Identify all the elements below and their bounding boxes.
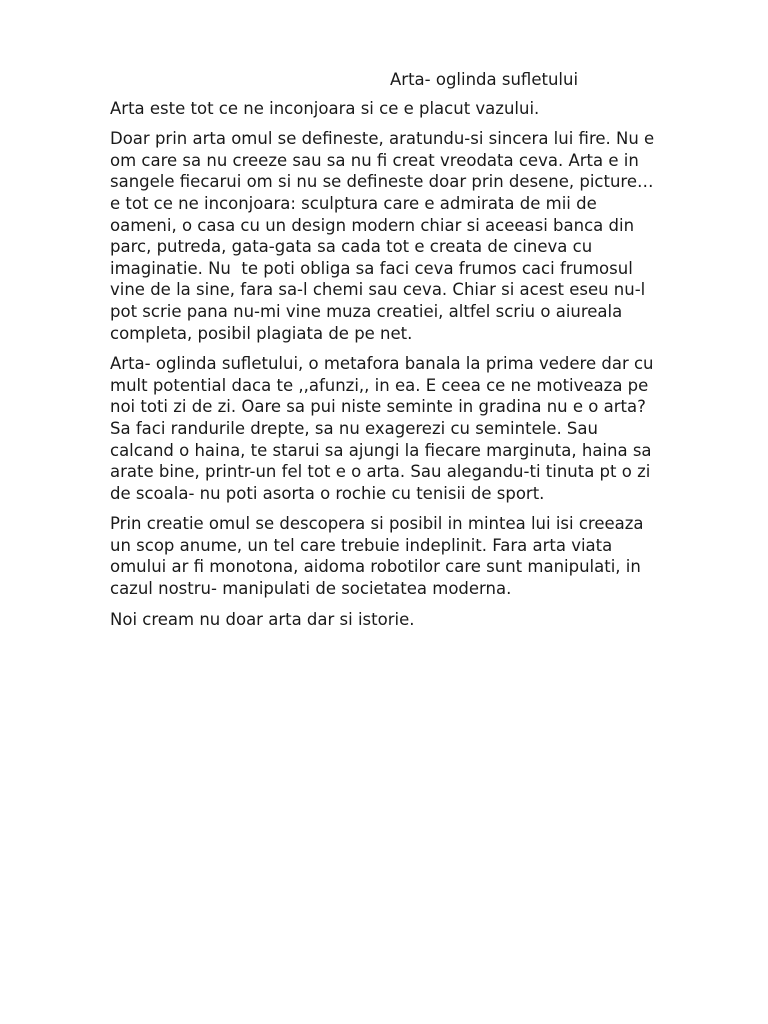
paragraph-1: Arta este tot ce ne inconjoara si ce e placut vazului. bbox=[110, 98, 540, 118]
document-title: Arta- oglinda sufletului bbox=[390, 70, 579, 89]
paragraph-2: Doar prin arta omul se defineste, aratundu-si sincera lui fire. Nu e om care sa nu creeze sau sa nu fi creat vreodata ceva. Arta e in sangele fiecarui om si nu se defineste doar prin desene, picture… e tot ce ne inconjoara: sculptura care e admirata de mii de oameni, o casa cu un design modern chiar si aceeasi banca din parc, putreda, gata-gata sa cada tot e creata de cineva cu imaginatie. Nu te poti obliga sa faci ceva frumos caci frumosul vine de la sine, fara sa-l chemi sau ceva. Chiar si acest eseu nu-l pot scrie pana nu-mi vine muza creatiei, altfel scriu o aiureala completa, posibil plagiata de pe net. bbox=[110, 129, 655, 343]
document-body bbox=[110, 69, 685, 639]
paragraph-5: Noi cream nu doar arta dar si istorie. bbox=[110, 609, 415, 629]
paragraph-4: Prin creatie omul se descopera si posibil in mintea lui isi creeaza un scop anume, un tel care trebuie indeplinit. Fara arta viata omului ar fi monotona, aidoma robotilor care sunt manipulati, in cazul nostru- manipulati de societatea moderna. bbox=[110, 514, 644, 599]
paragraph-3: Arta- oglinda sufletului, o metafora banala la prima vedere dar cu mult potential daca te ,,afunzi,, in ea. E ceea ce ne motiveaza pe noi toti zi de zi. Oare sa pui niste seminte in gradina nu e o arta? Sa faci randurile drepte, sa nu exagerezi cu semintele. Sau calcand o haina, te starui sa ajungi la fiecare marginuta, haina sa arate bine, printr-un fel tot e o arta. Sau alegandu-ti tinuta pt o zi de scoala- nu poti asorta o rochie cu tenisii de sport. bbox=[110, 354, 654, 503]
